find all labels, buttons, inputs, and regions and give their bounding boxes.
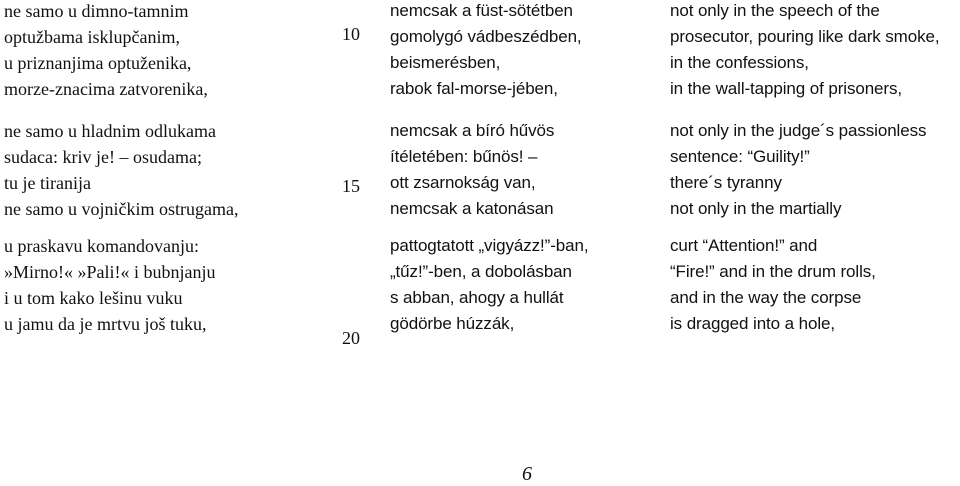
croatian-stanza-2 xyxy=(4,118,238,222)
verse-line: not only in the martially xyxy=(670,199,842,218)
verse-line: sentence: “Guility!” xyxy=(670,147,810,166)
verse-line: „tűz!”-ben, a dobolásban xyxy=(390,262,572,281)
verse-line: ott zsarnokság van, xyxy=(390,173,536,192)
croatian-stanza-1 xyxy=(4,0,208,102)
verse-line: i u tom kako lešinu vuku xyxy=(4,288,183,308)
verse-line: u praskavu komandovanju: xyxy=(4,236,199,256)
verse-line: “Fire!” and in the drum rolls, xyxy=(670,262,876,281)
verse-line: gomolygó vádbeszédben, xyxy=(390,27,582,46)
hungarian-stanza-3 xyxy=(390,233,588,337)
line-number-20: 20 xyxy=(342,328,360,348)
verse-line: in the wall-tapping of prisoners, xyxy=(670,79,902,98)
english-stanza-2 xyxy=(670,118,926,222)
verse-line: ne samo u vojničkim ostrugama, xyxy=(4,199,239,219)
verse-line: nemcsak a bíró hűvös xyxy=(390,121,555,140)
verse-line: u priznanjima optuženika, xyxy=(4,53,192,73)
verse-line: nemcsak a katonásan xyxy=(390,199,554,218)
verse-line: nemcsak a füst-sötétben xyxy=(390,1,573,20)
verse-line: and in the way the corpse xyxy=(670,288,862,307)
page-number: 6 xyxy=(522,463,532,485)
verse-line: gödörbe húzzák, xyxy=(390,314,515,333)
verse-line: ne samo u hladnim odlukama xyxy=(4,121,216,141)
verse-line: morze-znacima zatvorenika, xyxy=(4,79,208,99)
verse-line: u jamu da je mrtvu još tuku, xyxy=(4,314,207,334)
verse-line: tu je tiranija xyxy=(4,173,91,193)
verse-line: ne samo u dimno-tamnim xyxy=(4,1,189,21)
verse-line: rabok fal-morse-jében, xyxy=(390,79,558,98)
line-number-10: 10 xyxy=(342,24,360,44)
hungarian-stanza-2 xyxy=(390,118,554,222)
verse-line: not only in the judge´s passionless xyxy=(670,121,927,140)
croatian-stanza-3 xyxy=(4,233,215,337)
verse-line: ítéletében: bűnös! – xyxy=(390,147,538,166)
english-stanza-1 xyxy=(670,0,939,102)
verse-line: curt “Attention!” and xyxy=(670,236,818,255)
verse-line: beismerésben, xyxy=(390,53,501,72)
english-stanza-3 xyxy=(670,233,876,337)
verse-line: s abban, ahogy a hullát xyxy=(390,288,564,307)
hungarian-stanza-1 xyxy=(390,0,582,102)
verse-line: prosecutor, pouring like dark smoke, xyxy=(670,27,940,46)
verse-line: pattogtatott „vigyázz!”-ban, xyxy=(390,236,589,255)
verse-line: »Mirno!« »Pali!« i bubnjanju xyxy=(4,262,216,282)
verse-line: in the confessions, xyxy=(670,53,809,72)
verse-line: is dragged into a hole, xyxy=(670,314,835,333)
verse-line: optužbama isklupčanim, xyxy=(4,27,180,47)
verse-line: sudaca: kriv je! – osudama; xyxy=(4,147,202,167)
line-number-15: 15 xyxy=(342,176,360,196)
verse-line: there´s tyranny xyxy=(670,173,782,192)
verse-line: not only in the speech of the xyxy=(670,1,880,20)
